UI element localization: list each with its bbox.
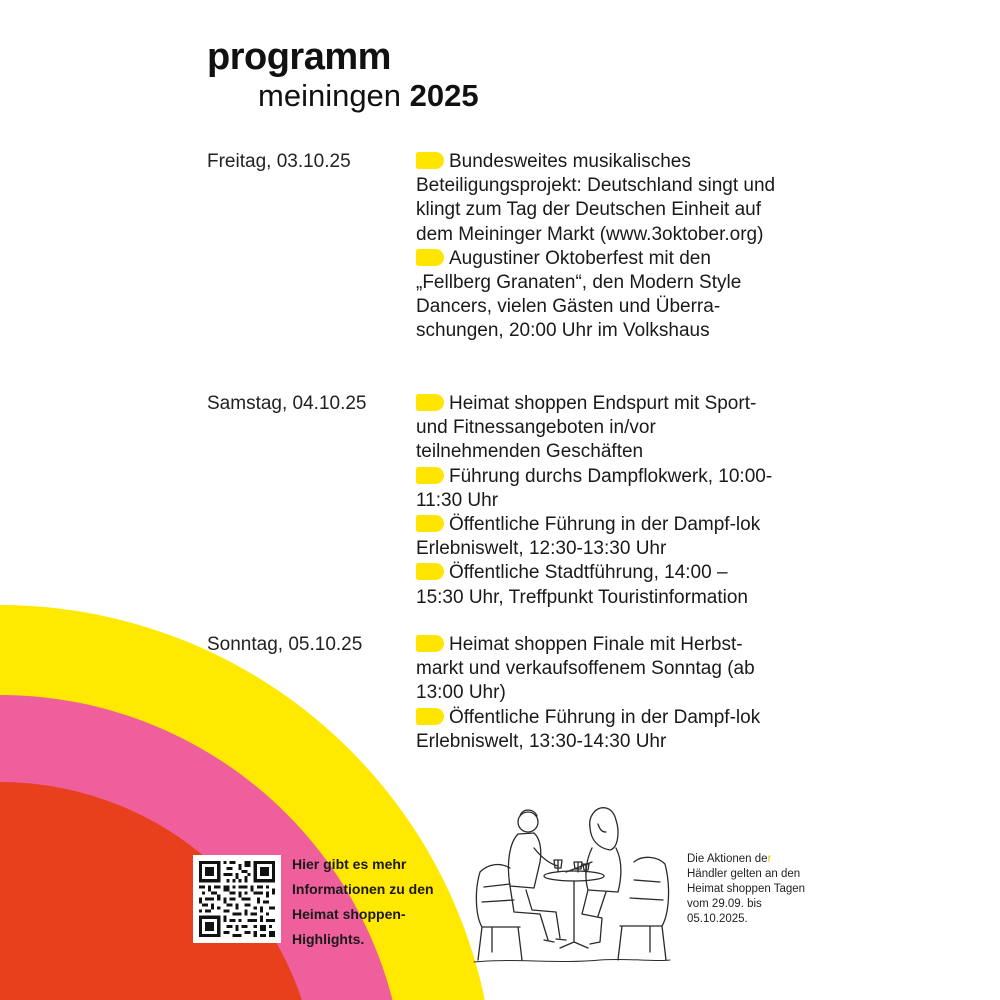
day-label-saturday: Samstag, 04.10.25 [207,393,367,414]
page-title [207,36,479,114]
event-item: Augustiner Oktoberfest mit den „Fellberg Granaten“, den Modern Style Dancers, vielen Gästen und Überra-schungen, 20:00 Uhr im Volkshaus [416,247,742,342]
day-label-friday: Freitag, 03.10.25 [207,151,351,172]
event-item: Heimat shoppen Finale mit Herbst-markt und verkaufsoffenem Sonntag (ab 13:00 Uhr) [416,634,755,704]
note-text-after: Händler gelten an den Heimat shoppen Tagen vom 29.09. bis 05.10.2025. [687,868,806,925]
event-item: Öffentliche Führung in der Dampf-lok Erlebniswelt, 13:30-14:30 Uhr [416,706,761,752]
bullet-icon [416,515,444,532]
bullet-icon [416,249,444,266]
event-item: Öffentliche Führung in der Dampf-lok Erlebniswelt, 12:30-13:30 Uhr [416,514,761,560]
dealer-note [687,852,807,927]
couple-at-cafe-table-illustration [470,802,675,967]
qr-info-text: Hier gibt es mehr Informationen zu den Heimat shoppen-Highlights. [292,856,434,947]
qr-code[interactable] [193,855,281,943]
events-friday [416,150,776,344]
event-item: Heimat shoppen Endspurt mit Sport- und Fitnessangeboten in/vor teilnehmenden Geschäften [416,393,757,463]
title-programm: programm [207,36,391,78]
events-sunday [416,633,776,754]
bullet-icon [416,152,444,169]
event-item: Führung durchs Dampflokwerk, 10:00-11:30 Uhr [416,465,773,511]
subtitle-city: meiningen [258,78,402,113]
bullet-icon [416,708,444,725]
qr-code-icon [199,861,275,937]
bullet-icon [416,467,444,484]
note-text-before: Die Aktionen de [687,853,768,865]
subtitle [258,78,479,114]
bullet-icon [416,394,444,411]
bullet-icon [416,635,444,652]
note-text-highlight: r [767,853,772,865]
events-saturday [416,392,776,610]
subtitle-year: 2025 [409,78,479,113]
event-item: Öffentliche Stadtführung, 14:00 – 15:30 Uhr, Treffpunkt Touristinformation [416,562,748,608]
bullet-icon [416,563,444,580]
day-label-sunday: Sonntag, 05.10.25 [207,634,363,655]
event-item: Bundesweites musikalisches Beteiligungsprojekt: Deutschland singt und klingt zum Tag der Deutschen Einheit auf dem Meininger Markt (www.3oktober.org) [416,151,776,245]
